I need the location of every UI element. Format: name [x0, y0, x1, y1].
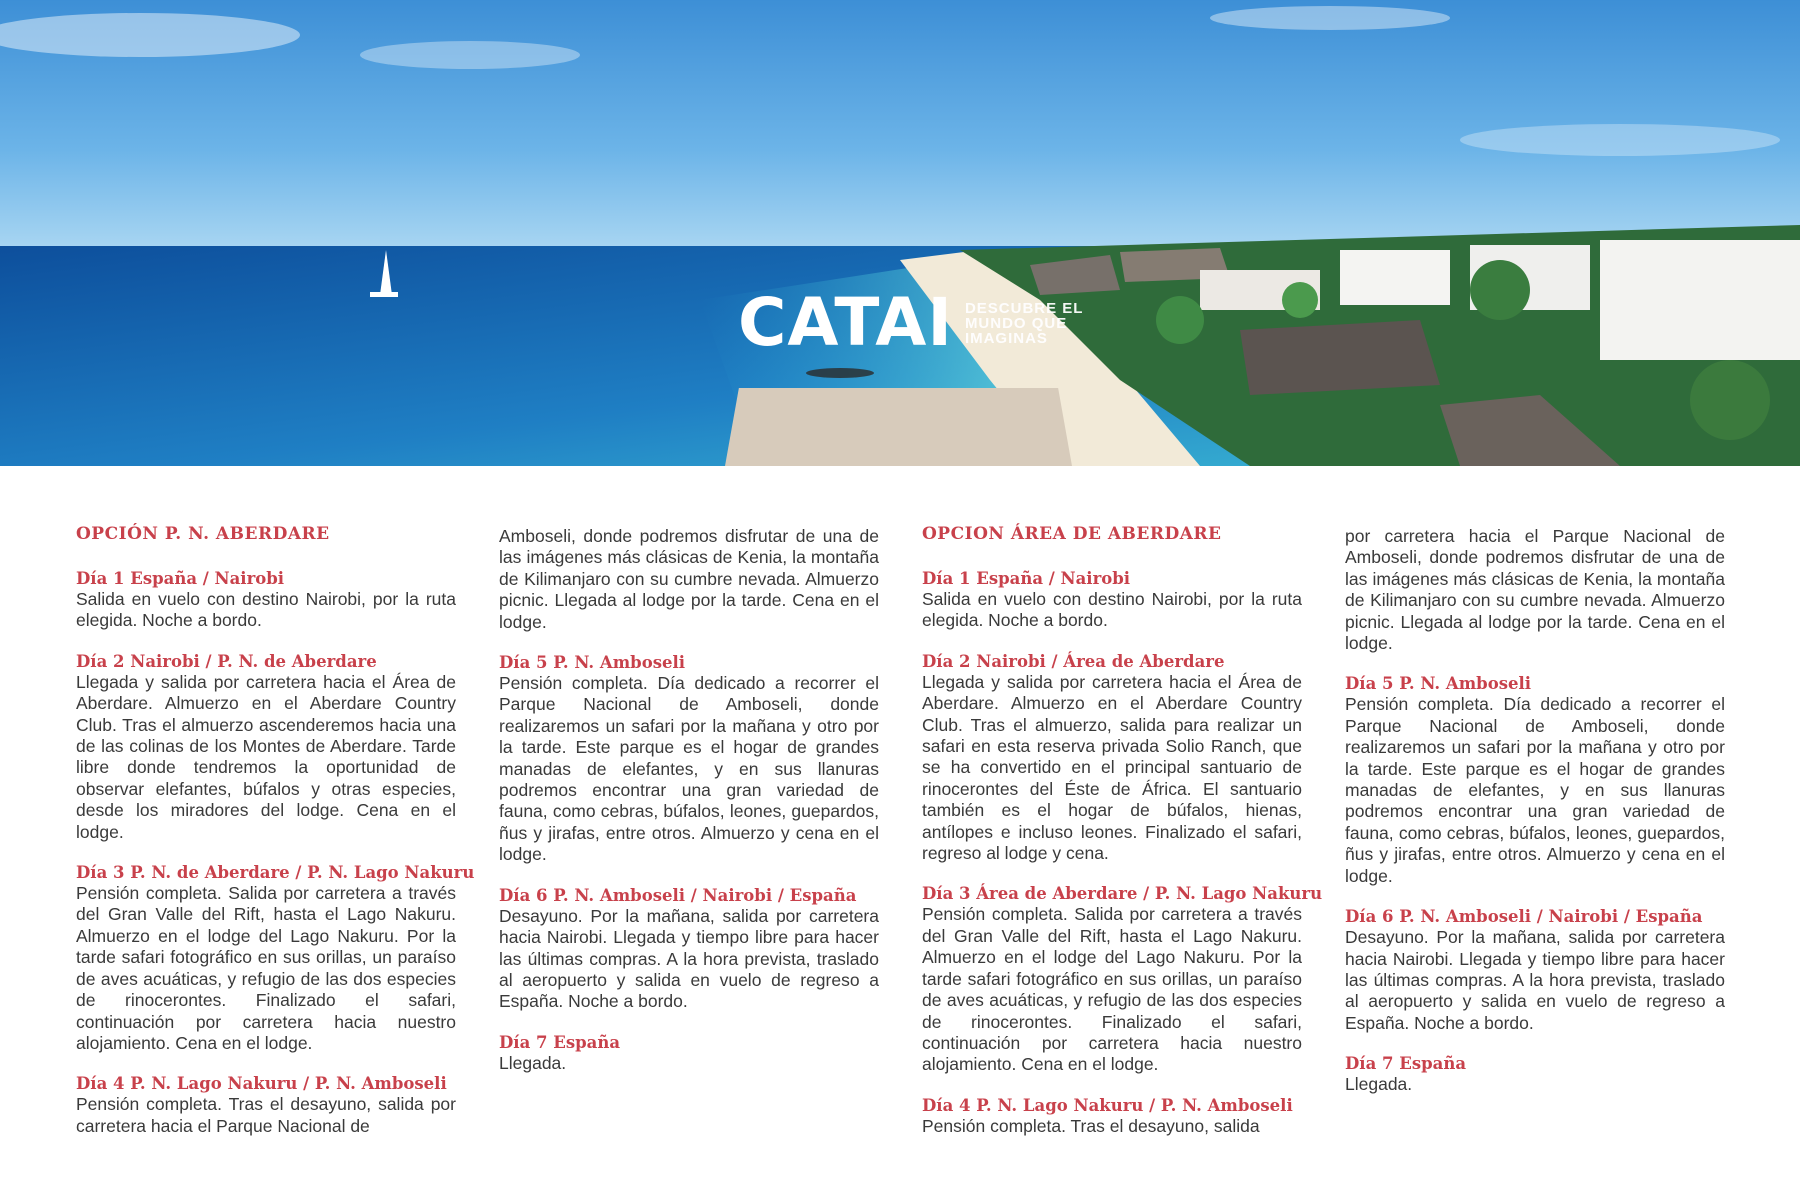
day-entry [922, 568, 1302, 632]
day-entry [1345, 1053, 1725, 1095]
day-title: Día 6 P. N. Amboseli / Nairobi / España [499, 885, 857, 905]
day-text: Llegada. [1345, 1074, 1413, 1095]
day-entry [499, 1032, 879, 1074]
day-entry [922, 651, 1302, 865]
day-text: Llegada y salida por carretera hacia el Área de Aberdare. Almuerzo en el Aberdare Country Club. Tras el almuerzo ascenderemos hacia una de las colinas de los Montes de Aberdare. Tarde libre donde tendremos la oportunidad de observar elefantes, búfalos y otras especies, desde los miradores del lodge. Cena en el lodge. [76, 671, 456, 842]
day-entry [499, 885, 879, 1013]
day-entry [1345, 673, 1725, 887]
day-title: Día 5 P. N. Amboseli [499, 653, 686, 673]
day-title: Día 6 P. N. Amboseli / Nairobi / España [1345, 907, 1703, 927]
continued-text: por carretera hacia el Parque Nacional de Amboseli, donde podremos disfrutar de una de las imágenes más clásicas de Kenia, la montaña de Kilimanjaro con su cumbre nevada. Almuerzo picnic. Llegada al lodge por la tarde. Cena en el lodge. [1345, 526, 1725, 654]
day-text: Llegada y salida por carretera hacia el Área de Aberdare. Almuerzo en el Aberdare Country Club. Tras el almuerzo, salida para realizar un safari en esta reserva privada Solio Ranch, que se ha convertido en el principal santuario de rinocerontes del Éste de África. El santuario también es el hogar de búfalos, hienas, antílopes e incluso leones. Finalizado el safari, regreso al lodge y cena. [922, 671, 1302, 864]
day-entry [76, 1073, 456, 1137]
itinerary-column [922, 522, 1323, 1156]
brand-tagline: DESCUBRE EL MUNDO QUE IMAGINAS [964, 299, 1084, 347]
day-title: Día 5 P. N. Amboseli [1345, 674, 1532, 694]
itinerary-column [1345, 526, 1725, 1115]
continued-text: Amboseli, donde podremos disfrutar de una de las imágenes más clásicas de Kenia, la montaña de Kilimanjaro con su cumbre nevada. Almuerzo picnic. Llegada al lodge por la tarde. Cena en el lodge. [499, 526, 879, 632]
day-entry [76, 651, 456, 843]
day-entry [922, 1095, 1302, 1137]
day-title: Día 1 España / Nairobi [922, 569, 1131, 588]
day-text: Pensión completa. Día dedicado a recorrer el Parque Nacional de Amboseli, donde realizaremos un safari por la mañana y otro por la tarde. Este parque es el hogar de grandes manadas de elefantes, y en sus llanuras podremos encontrar una gran variedad de fauna, como cebras, búfalos, leones, guepardos, ñus y jirafas, entre otros. Almuerzo y cena en el lodge. [499, 673, 879, 865]
day-text: Pensión completa. Salida por carretera a través del Gran Valle del Rift, hasta el Lago Nakuru. Almuerzo en el lodge del Lago Nakuru. Por la tarde safari fotográfico en sus orillas, un paraíso de aves acuáticas, y refugio de las dos especies de rinocerontes. Finalizado el safari, continuación por carretera hacia nuestro alojamiento. Cena en el lodge. [76, 883, 456, 1053]
day-title: Día 2 Nairobi / Área de Aberdare [922, 651, 1225, 671]
day-text: Desayuno. Por la mañana, salida por carretera hacia Nairobi. Llegada y tiempo libre para hacer las últimas compras. A la hora prevista, traslado al aeropuerto y salida en vuelo de regreso a España. Noche a bordo. [1345, 927, 1725, 1033]
day-text: Pensión completa. Salida por carretera a través del Gran Valle del Rift, hasta el Lago Nakuru. Almuerzo en el lodge del Lago Nakuru. Por la tarde safari fotográfico en sus orillas, un paraíso de aves acuáticas, y refugio de las dos especies de rinocerontes. Finalizado el safari, continuación por carretera hacia nuestro alojamiento. Cena en el lodge. [922, 904, 1302, 1075]
day-title: Día 4 P. N. Lago Nakuru / P. N. Amboseli [76, 1074, 447, 1094]
day-text: Pensión completa. Día dedicado a recorrer el Parque Nacional de Amboseli, donde realizaremos un safari por la mañana y otro por la tarde. Este parque es el hogar de grandes manadas de elefantes, y en sus llanuras podremos encontrar una gran variedad de fauna, como cebras, búfalos, leones, guepardos, ñus y jirafas, entre otros. Almuerzo y cena en el lodge. [1345, 694, 1725, 886]
day-entry [76, 568, 456, 632]
day-title: Día 3 P. N. de Aberdare / P. N. Lago Nakuru [76, 863, 475, 883]
day-title: Día 1 España / Nairobi [76, 569, 285, 588]
day-text: Desayuno. Por la mañana, salida por carretera hacia Nairobi. Llegada y tiempo libre para hacer las últimas compras. A la hora prevista, traslado al aeropuerto y salida en vuelo de regreso a España. Noche a bordo. [499, 905, 879, 1012]
day-title: Día 7 España [499, 1032, 621, 1052]
day-text: Salida en vuelo con destino Nairobi, por la ruta elegida. Noche a bordo. [922, 589, 1302, 631]
day-entry [922, 883, 1323, 1075]
day-text: Llegada. [499, 1052, 567, 1073]
itinerary-column [499, 526, 879, 1093]
day-entry [1345, 906, 1725, 1034]
day-entry [499, 652, 879, 866]
day-text: Pensión completa. Tras el desayuno, salida [922, 1115, 1260, 1136]
day-text: Pensión completa. Tras el desayuno, salida por carretera hacia el Parque Nacional de [76, 1094, 456, 1136]
brand-name: CATAI [738, 284, 953, 361]
option-heading: OPCION ÁREA DE ABERDARE [922, 524, 1222, 544]
day-title: Día 4 P. N. Lago Nakuru / P. N. Amboseli [922, 1095, 1293, 1115]
day-title: Día 2 Nairobi / P. N. de Aberdare [76, 651, 377, 671]
day-text: Salida en vuelo con destino Nairobi, por la ruta elegida. Noche a bordo. [76, 589, 456, 631]
option-heading: OPCIÓN P. N. ABERDARE [76, 524, 330, 544]
day-entry [76, 862, 475, 1054]
day-title: Día 7 España [1345, 1054, 1467, 1074]
itinerary-column [76, 522, 475, 1156]
day-title: Día 3 Área de Aberdare / P. N. Lago Nakuru [922, 884, 1323, 904]
